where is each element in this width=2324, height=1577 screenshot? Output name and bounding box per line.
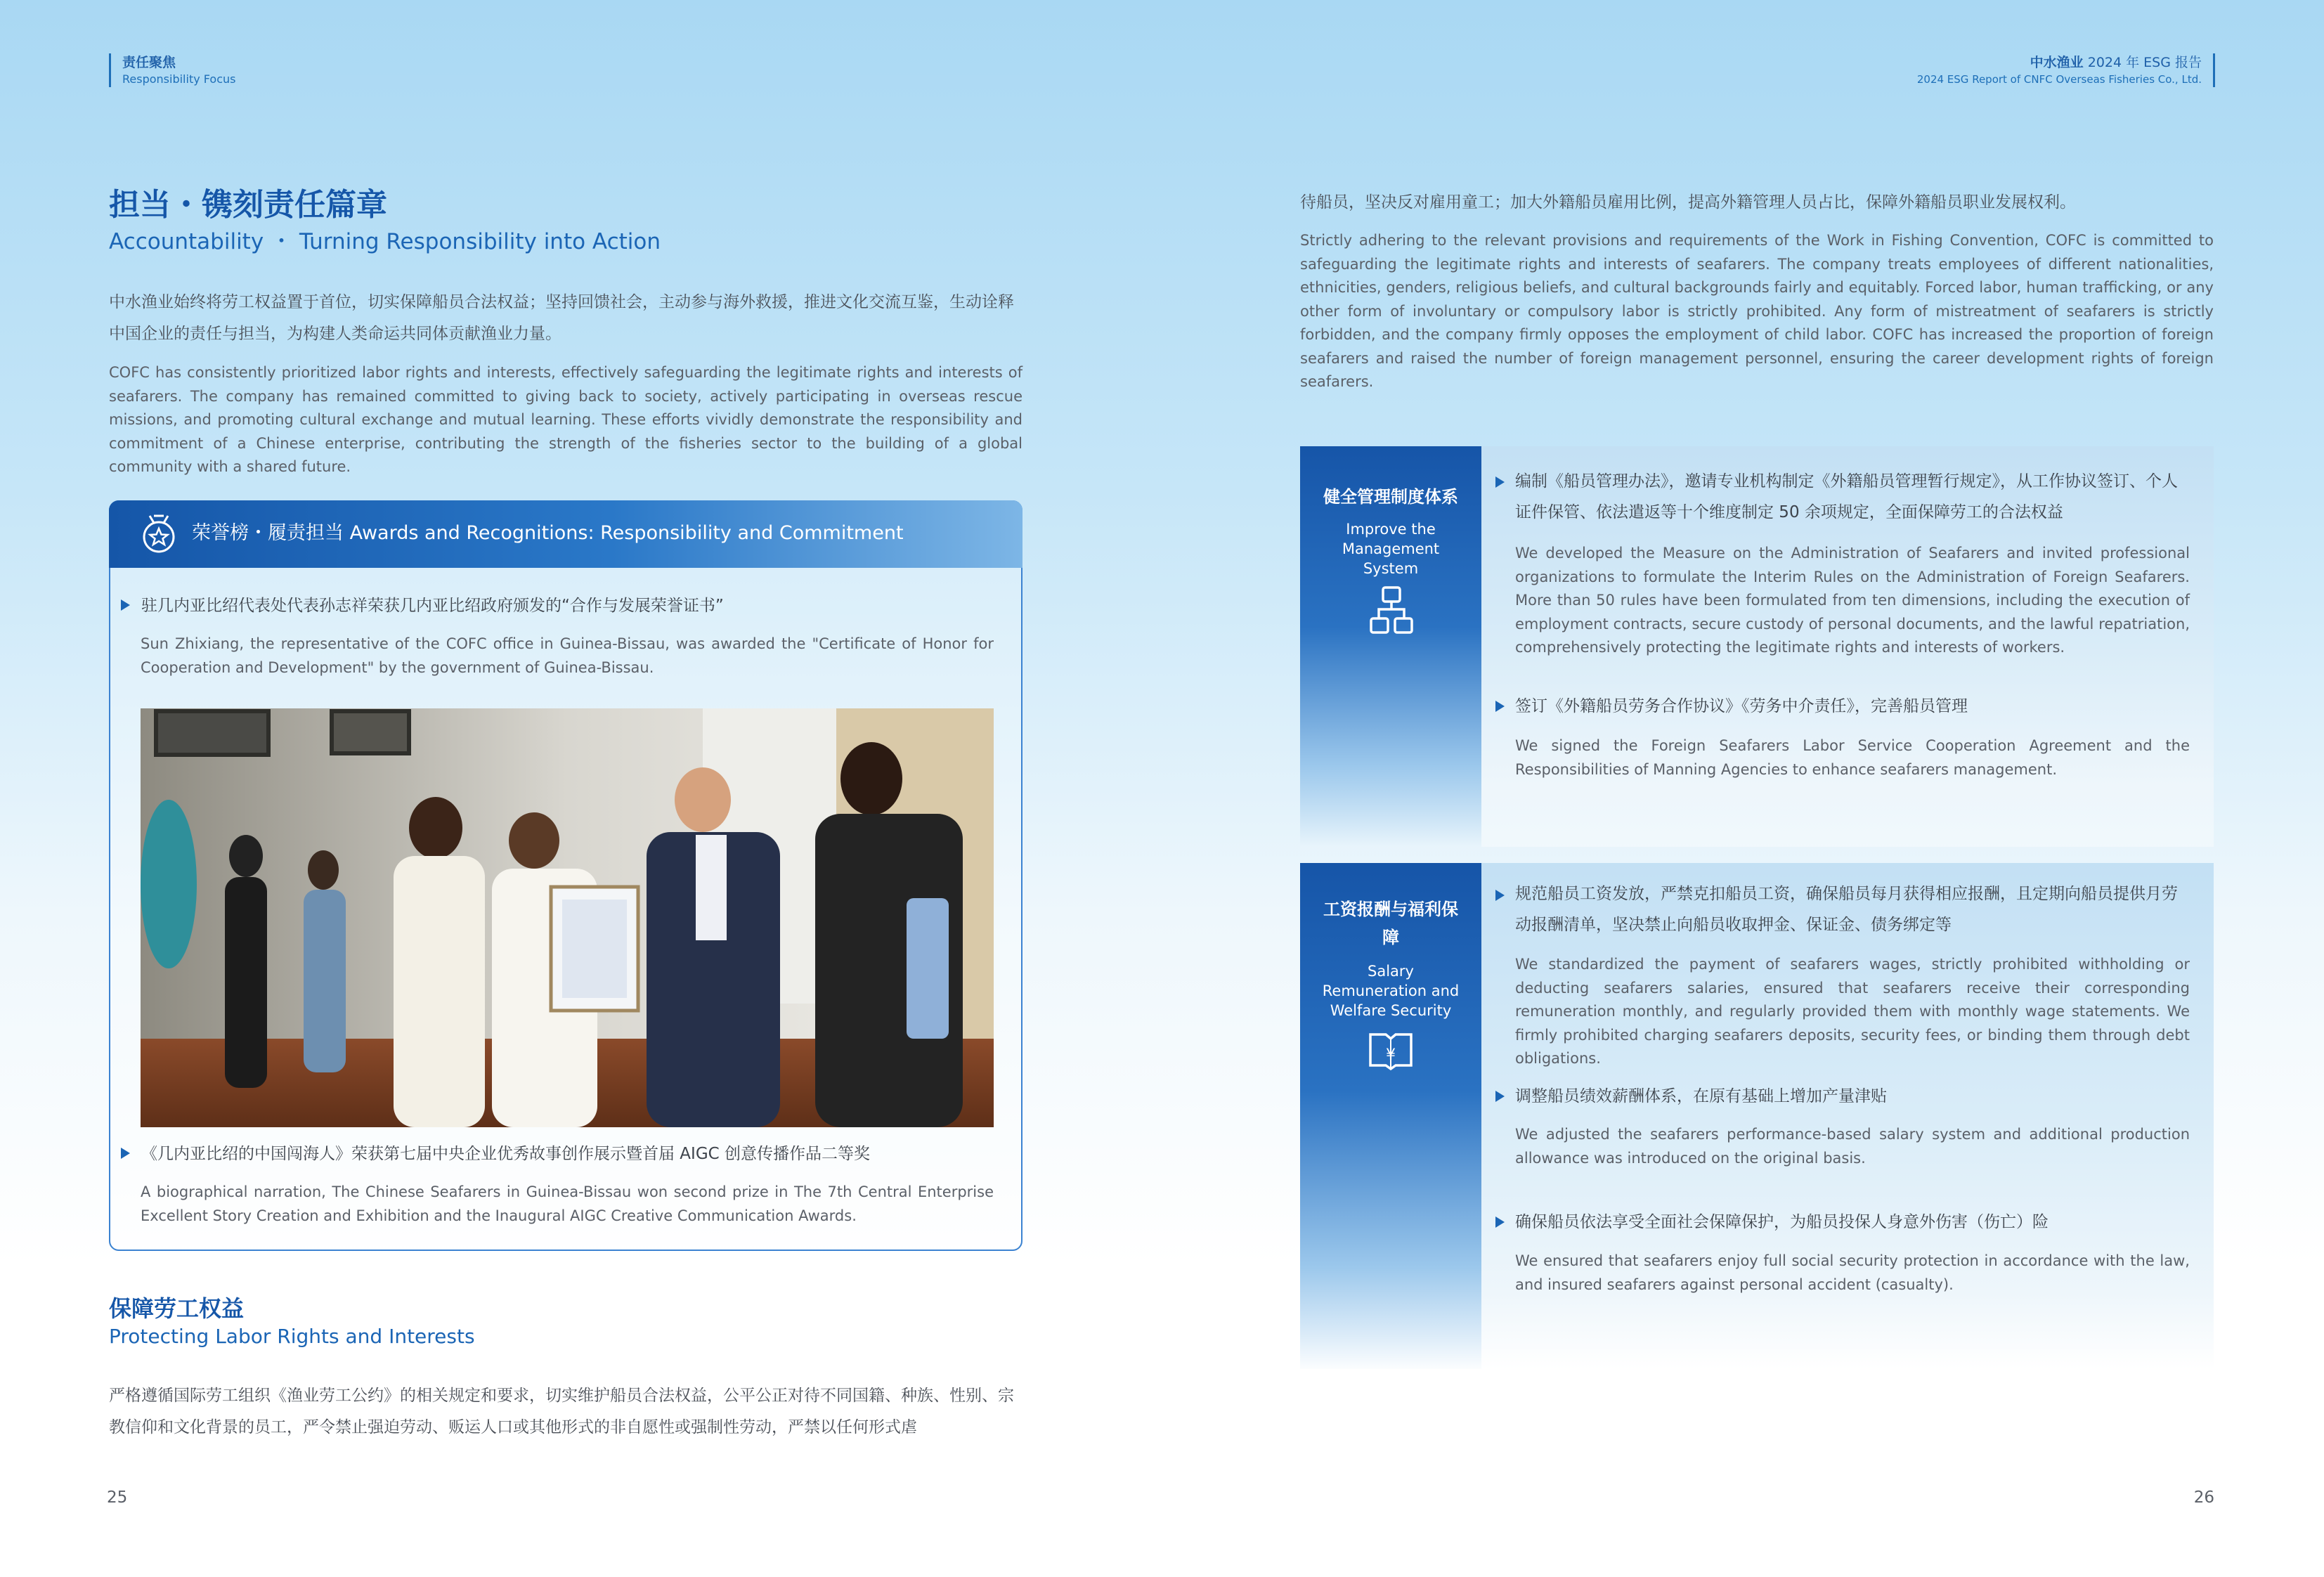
section-name-en: Responsibility Focus [122,72,236,86]
panel2-item-3-en: We ensured that seafarers enjoy full social security protection in accordance with the law, and insured seafarers against personal accident (casualty). [1515,1252,2190,1293]
award-item-1 [121,592,724,620]
page-title-cn: 担当・镌刻责任篇章 [109,187,387,223]
report-title-rest: 2024 年 ESG 报告 [2083,55,2202,70]
report-title-cn [1917,53,2202,72]
section-name-cn: 责任聚焦 [122,55,176,70]
org-chart-icon [1369,585,1414,636]
panel1-content [1481,446,2214,847]
panel1-label-column [1300,446,1481,847]
award-item-1-en: Sun Zhixiang, the representative of the COFC office in Guinea-Bissau, was awarded the "Certificate of Honor for Cooperation and Development" by the government of Guinea-Bissau. [141,635,994,676]
panel2-content [1481,863,2214,1369]
section-header-left [109,53,235,87]
report-title-en: 2024 ESG Report of CNFC Overseas Fisheries Co., Ltd. [1916,73,2202,86]
bullet-triangle-icon [1495,476,1505,488]
section2-body-en: Strictly adhering to the relevant provisions and requirements of the Work in Fishing Convention, COFC is committed to safeguarding the legitimate rights and interests of seafarers. The company treats employees of different nationalities, ethnicities, genders, religious beliefs, and cultural backgrounds fairly and equitably. Forced labor, human trafficking, or any other form of involuntary or compulsory labor is strictly prohibited. Any form of mistreatment of seafarers is strictly forbidden, and the company firmly opposes the employment of child labor. COFC has increased the proportion of foreign seafarers and raised the number of foreign management personnel, ensuring the career development rights of foreign seafarers. [1300,232,2214,390]
bullet-triangle-icon [121,1148,130,1159]
medal-icon [140,514,178,554]
award-item-1-cn: 驻几内亚比绍代表处代表孙志祥荣获几内亚比绍政府颁发的“合作与发展荣誉证书” [141,597,724,615]
brand-name: 中水渔业 [2030,55,2084,70]
panel2-item-2-en: We adjusted the seafarers performance-based salary system and additional production allowance was introduced on the original basis. [1515,1126,2190,1167]
panel2-label-en: Salary Remuneration and Welfare Security [1322,963,1460,1019]
awards-heading: 荣誉榜・履责担当 Awards and Recognitions: Responsibility and Commitment [192,522,904,544]
awards-heading-bar [109,500,1023,568]
award-item-2 [121,1140,870,1168]
panel1-item-2-en: We signed the Foreign Seafarers Labor Service Cooperation Agreement and the Responsibilities of Manning Agencies to enhance seafarers management. [1515,737,2190,778]
panel2-label-column [1300,863,1481,1369]
bullet-triangle-icon [1495,1216,1505,1228]
intro-en: COFC has consistently prioritized labor rights and interests, effectively safeguarding the legitimate rights and interests of seafarers. The company has remained committed to giving back to society, actively participating in overseas rescue missions, and promoting cultural exchange and mutual learning. These efforts vividly demonstrate the responsibility and commitment of a Chinese enterprise, contributing the strength of the fisheries sector to the building of a global community with a shared future. [109,364,1023,475]
bullet-triangle-icon [1495,701,1505,712]
panel1-item-1-cn: 编制《船员管理办法》，邀请专业机构制定《外籍船员管理暂行规定》，从工作协议签订、个人证件保管、依法遣返等十个维度制定 50 余项规定，全面保障劳工的合法权益 [1515,472,2178,521]
panel2-item-1-cn: 规范船员工资发放，严禁克扣船员工资，确保船员每月获得相应报酬，且定期向船员提供月劳动报酬清单，坚决禁止向船员收取押金、保证金、债务绑定等 [1515,885,2178,934]
panel2-item-3-cn: 确保船员依法享受全面社会保障保护，为船员投保人身意外伤害（伤亡）险 [1515,1213,2049,1231]
report-header-right [1917,53,2215,87]
award-item-2-en: A biographical narration, The Chinese Seafarers in Guinea-Bissau won second prize in The 7th Central Enterprise Excellent Story Creation and Exhibition and the Inaugural AIGC Creative Communication Awards. [141,1183,994,1224]
panel2-item-1-en: We standardized the payment of seafarers wages, strictly prohibited withholding or deducting seafarers salaries, ensured that seafarers receive their corresponding remuneration monthly, and regularly provided them with monthly wage statements. We firmly prohibited charging seafarers deposits, security fees, or binding them through debt obligations. [1515,956,2190,1067]
award-ceremony-illustration [141,708,994,1127]
salary-book-icon [1368,1025,1414,1071]
panel2-item-2-cn: 调整船员绩效薪酬体系，在原有基础上增加产量津贴 [1515,1087,1887,1105]
page-number-right: 26 [2193,1488,2214,1507]
bullet-triangle-icon [1495,890,1505,901]
panel1-label-cn: 健全管理制度体系 [1323,487,1458,507]
yen-symbol: ¥ [1386,1046,1396,1064]
award-ceremony-photo [141,708,994,1127]
section2-title-en: Protecting Labor Rights and Interests [109,1325,475,1348]
intro-cn: 中水渔业始终将劳工权益置于首位，切实保障船员合法权益；坚持回馈社会，主动参与海外救援，推进文化交流互鉴，生动诠释中国企业的责任与担当，为构建人类命运共同体贡献渔业力量。 [109,293,1014,343]
panel2-label-cn: 工资报酬与福利保障 [1323,900,1458,947]
section2-title-cn: 保障劳工权益 [109,1295,245,1322]
section2-body-cn-right: 待船员，坚决反对雇用童工；加大外籍船员雇用比例，提高外籍管理人员占比，保障外籍船员职业发展权利。 [1300,193,2076,212]
bullet-triangle-icon [1495,1091,1505,1102]
panel1-item-2-cn: 签订《外籍船员劳务合作协议》《劳务中介责任》，完善船员管理 [1515,697,1968,715]
panel1-item-1-en: We developed the Measure on the Administration of Seafarers and invited professional organizations to formulate the Interim Rules on the Administration of Foreign Seafarers. More than 50 rules have been formulated from ten dimensions, including the execution of employment contracts, secure custody of personal documents, and the lawful repatriation, comprehensively protecting the legitimate rights and interests of workers. [1515,545,2190,656]
bullet-triangle-icon [121,599,130,611]
page-title-en: Accountability ・ Turning Responsibility into Action [109,229,661,254]
page-number-left: 25 [107,1488,128,1507]
award-item-2-cn: 《几内亚比绍的中国闯海人》荣获第七届中央企业优秀故事创作展示暨首届 AIGC 创意传播作品二等奖 [141,1145,871,1163]
section2-body-cn-left: 严格遵循国际劳工组织《渔业劳工公约》的相关规定和要求，切实维护船员合法权益，公平公正对待不同国籍、种族、性别、宗教信仰和文化背景的员工，严令禁止强迫劳动、贩运人口或其他形式的非自愿性或强制性劳动，严禁以任何形式虐 [109,1387,1014,1436]
panel1-label-en: Improve the Management System [1342,521,1440,577]
